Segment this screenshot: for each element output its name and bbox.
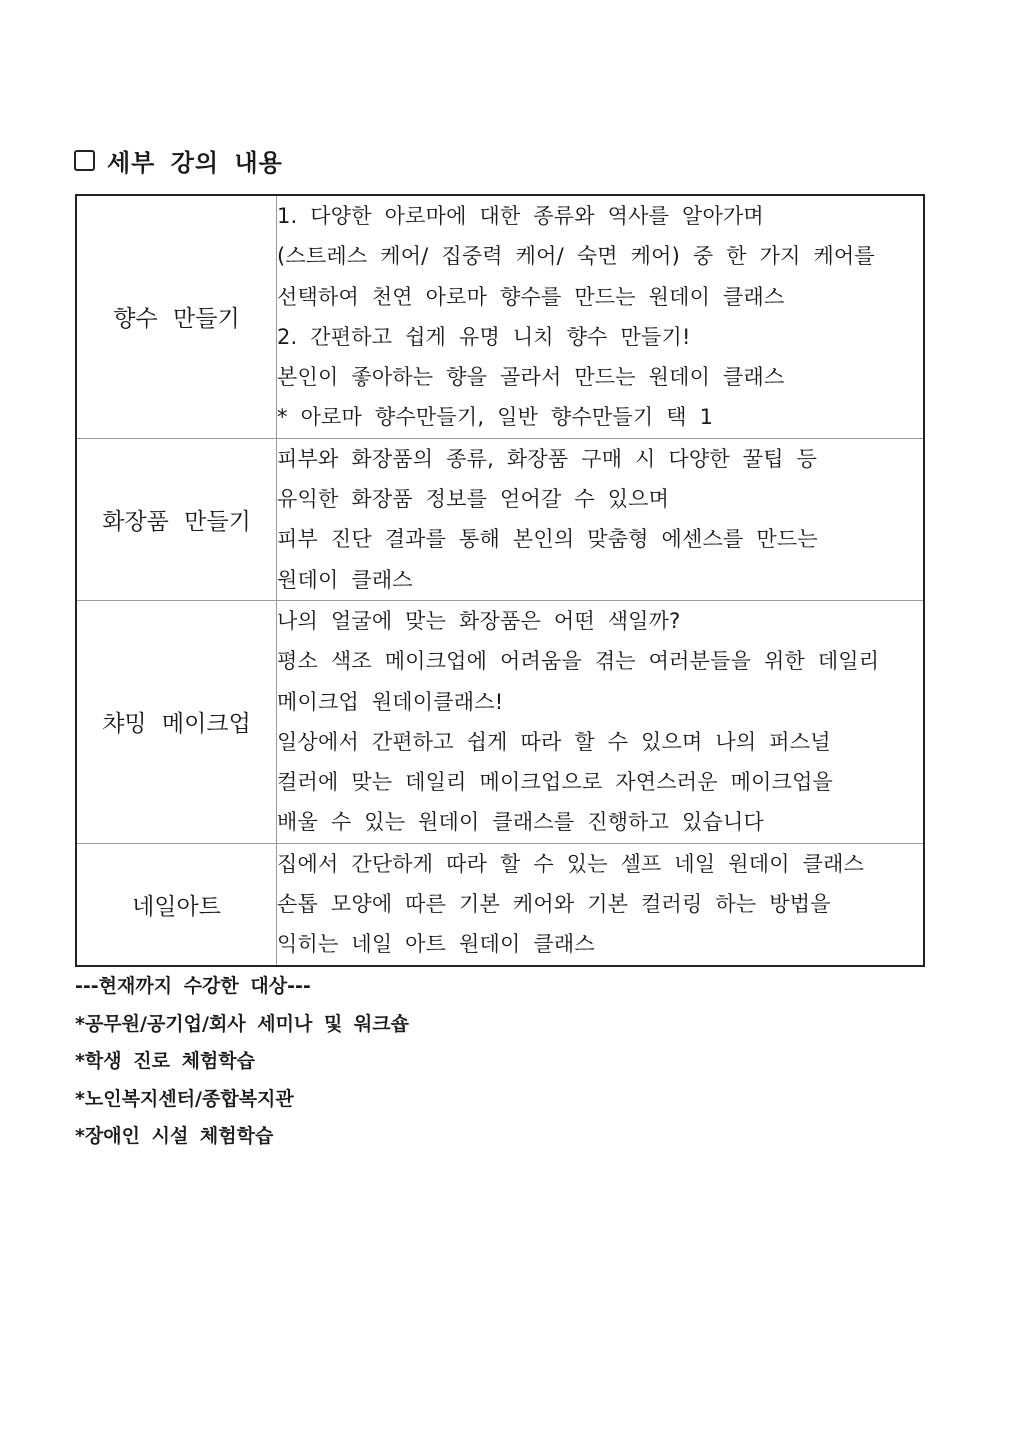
description-line: 피부와 화장품의 종류, 화장품 구매 시 다양한 꿀팁 등 xyxy=(277,446,818,471)
description-line: 유익한 화장품 정보를 얻어갈 수 있으며 xyxy=(277,487,670,512)
list-item: *학생 진로 체험학습 xyxy=(75,1050,255,1072)
table-row xyxy=(76,438,924,600)
list-item: *노인복지센터/종합복지관 xyxy=(75,1087,294,1110)
description-line: 메이크업 원데이클래스! xyxy=(277,689,504,714)
lecture-name: 향수 만들기 xyxy=(76,195,277,438)
lecture-name: 챠밍 메이크업 xyxy=(76,600,277,843)
lecture-description xyxy=(277,438,925,600)
lecture-description xyxy=(277,600,925,843)
lecture-name: 화장품 만들기 xyxy=(76,438,277,600)
list-item: *장애인 시설 체험학습 xyxy=(75,1125,274,1147)
audience-section xyxy=(75,968,409,1156)
description-line: * 아로마 향수만들기, 일반 향수만들기 택 1 xyxy=(277,405,714,430)
description-line: 1. 다양한 아로마에 대한 종류와 역사를 알아가며 xyxy=(277,204,764,228)
description-line: 집에서 간단하게 따라 할 수 있는 셀프 네일 원데이 클래스 xyxy=(277,851,865,876)
description-line: 피부 진단 결과를 통해 본인의 맞춤형 에센스를 만드는 xyxy=(277,527,818,552)
checkbox-icon xyxy=(74,150,95,171)
description-line: 손톱 모양에 따른 기본 케어와 기본 컬러링 하는 방법을 xyxy=(277,892,831,917)
lecture-table xyxy=(75,194,925,967)
list-item: *공무원/공기업/회사 세미나 및 워크숍 xyxy=(75,1012,409,1035)
description-line: 2. 간편하고 쉽게 유명 니치 향수 만들기! xyxy=(277,324,691,349)
lecture-name: 네일아트 xyxy=(76,843,277,965)
description-line: 평소 색조 메이크업에 어려움을 겪는 여러분들을 위한 데일리 xyxy=(277,649,880,674)
lecture-description xyxy=(277,843,925,965)
table-row xyxy=(76,195,924,438)
description-line: 일상에서 간편하고 쉽게 따라 할 수 있으며 나의 퍼스널 xyxy=(277,729,831,754)
description-line: 익히는 네일 아트 원데이 클래스 xyxy=(277,932,595,957)
description-line: 컬러에 맞는 데일리 메이크업으로 자연스러운 메이크업을 xyxy=(277,770,834,795)
description-line: 본인이 좋아하는 향을 골라서 만드는 원데이 클래스 xyxy=(277,365,785,390)
audience-heading: ---현재까지 수강한 대상--- xyxy=(75,975,311,997)
description-line: 나의 얼굴에 맞는 화장품은 어떤 색일까? xyxy=(277,608,681,633)
description-line: (스트레스 케어/ 집중력 케어/ 숙면 케어) 중 한 가지 케어를 xyxy=(277,244,875,269)
section-title: 세부 강의 내용 xyxy=(107,148,283,177)
description-line: 배울 수 있는 원데이 클래스를 진행하고 있습니다 xyxy=(277,810,764,835)
section-header xyxy=(74,140,283,180)
table-row xyxy=(76,843,924,965)
description-line: 선택하여 천연 아로마 향수를 만드는 원데이 클래스 xyxy=(277,284,785,309)
lecture-description xyxy=(277,195,925,438)
description-line: 원데이 클래스 xyxy=(277,567,413,592)
table-row xyxy=(76,600,924,843)
